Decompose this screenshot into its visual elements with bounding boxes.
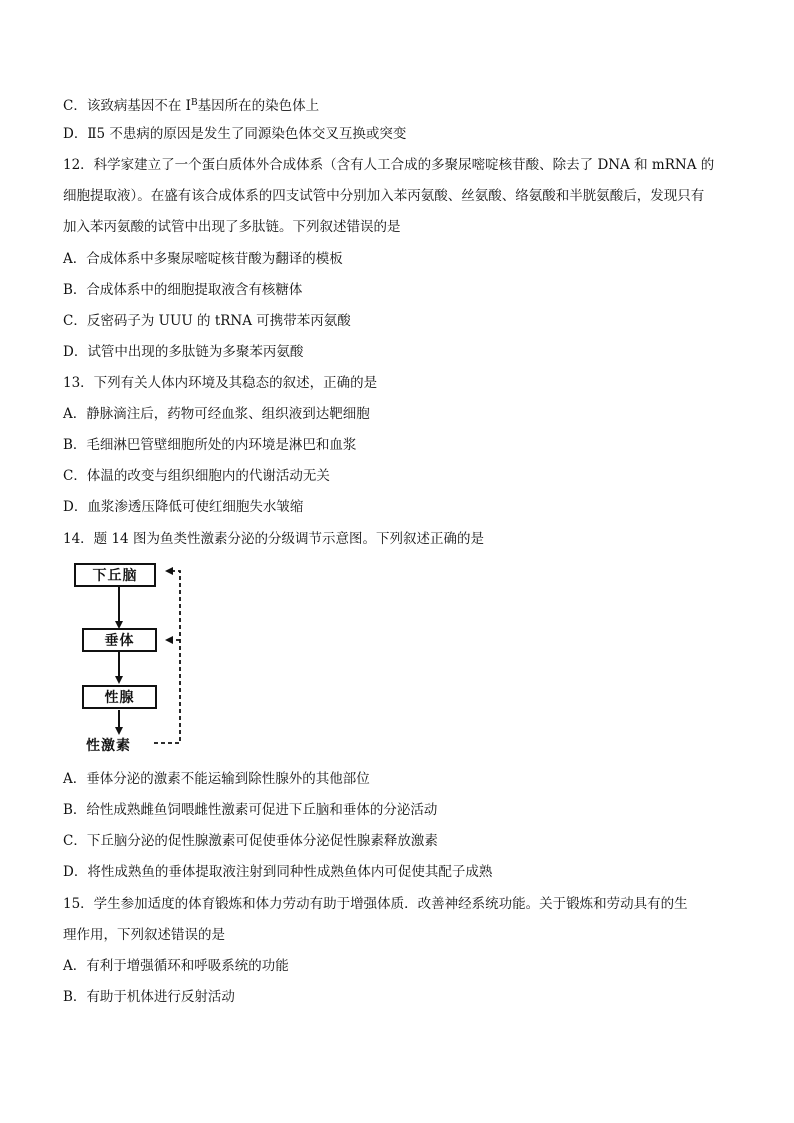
q15-stem-line2: 理作用，下列叙述错误的是 (63, 927, 225, 943)
q13-stem: 13．下列有关人体内环境及其稳态的叙述，正确的是 (63, 375, 378, 391)
q14-stem: 14．题 14 图为鱼类性激素分泌的分级调节示意图。下列叙述正确的是 (63, 531, 484, 547)
q13-option-a: A．静脉滴注后，药物可经血浆、组织液到达靶细胞 (63, 406, 370, 422)
q15-option-b: B．有助于机体进行反射活动 (63, 989, 235, 1005)
q12-stem-line2: 细胞提取液）。在盛有该合成体系的四支试管中分别加入苯丙氨酸、丝氨酸、络氨酸和半胱氨酸后，发现只有 (63, 188, 705, 204)
q11-option-c-text: C．该致病基因不在 I (63, 98, 191, 114)
q15-option-a: A．有利于增强循环和呼吸系统的功能 (63, 958, 289, 974)
q12-stem-line3: 加入苯丙氨酸的试管中出现了多肽链。下列叙述错误的是 (63, 219, 401, 235)
q13-option-b: B．毛细淋巴管壁细胞所处的内环境是淋巴和血浆 (63, 437, 357, 453)
q12-stem-line1: 12．科学家建立了一个蛋白质体外合成体系（含有人工合成的多聚尿嘧啶核苷酸、除去了 DNA 和 mRNA 的 (63, 157, 715, 173)
q11-option-c (63, 94, 319, 115)
hormone-regulation-diagram (64, 563, 188, 755)
label-sex-hormone: 性激素 (86, 738, 131, 754)
q12-option-b: B．合成体系中的细胞提取液含有核糖体 (63, 282, 303, 298)
q14-option-a: A．垂体分泌的激素不能运输到除性腺外的其他部位 (63, 771, 370, 787)
q11-option-c-text-end: 基因所在的染色体上 (197, 98, 320, 114)
q14-option-b: B．给性成熟雌鱼饲喂雌性激素可促进下丘脑和垂体的分泌活动 (63, 802, 438, 818)
box-hypothalamus: 下丘脑 (74, 563, 156, 587)
q12-option-a: A．合成体系中多聚尿嘧啶核苷酸为翻译的模板 (63, 251, 343, 267)
q13-option-d: D．血浆渗透压降低可使红细胞失水皱缩 (63, 499, 304, 515)
q14-option-d: D．将性成熟鱼的垂体提取液注射到同种性成熟鱼体内可促使其配子成熟 (63, 864, 493, 880)
box-gonad: 性腺 (82, 685, 157, 709)
feedback-to-hypothalamus (154, 571, 180, 743)
diagram-arrows (64, 563, 188, 755)
q14-option-c: C．下丘脑分泌的促性腺激素可促使垂体分泌促性腺素释放激素 (63, 833, 438, 849)
q11-option-c-superscript: B (190, 98, 198, 108)
q12-option-d: D．试管中出现的多肽链为多聚苯丙氨酸 (63, 344, 304, 360)
box-pituitary: 垂体 (82, 628, 157, 652)
q13-option-c: C．体温的改变与组织细胞内的代谢活动无关 (63, 468, 330, 484)
q12-option-c: C．反密码子为 UUU 的 tRNA 可携带苯丙氨酸 (63, 313, 351, 329)
q11-option-d: D．Ⅱ5 不患病的原因是发生了同源染色体交叉互换或突变 (63, 126, 407, 142)
q15-stem-line1: 15．学生参加适度的体育锻炼和体力劳动有助于增强体质．改善神经系统功能。关于锻炼和劳动具有的生 (63, 896, 688, 912)
